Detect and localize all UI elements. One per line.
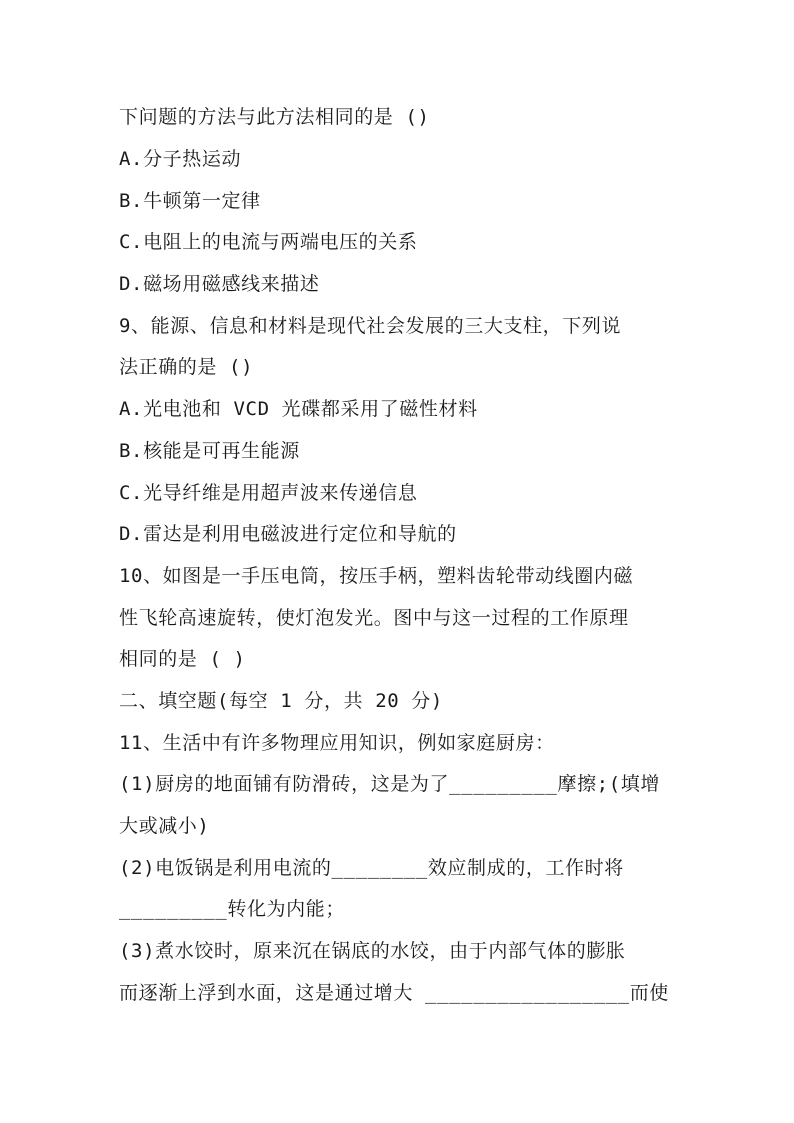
q11-part-3-continuation: 而逐渐上浮到水面，这是通过增大 _________________而使 — [119, 982, 669, 1004]
q8-option-c: C.电阻上的电流与两端电压的关系 — [119, 231, 418, 253]
question-8-continuation: 下问题的方法与此方法相同的是 () — [119, 106, 430, 128]
section-heading-fill-in: 二、填空题(每空 1 分，共 20 分) — [119, 690, 443, 712]
q11-part-3: (3)煮水饺时，原来沉在锅底的水饺，由于内部气体的膨胀 — [119, 940, 626, 962]
q11-part-1-continuation: 大或减小) — [119, 815, 210, 837]
question-10-stem-line-3: 相同的是 ( ) — [119, 648, 246, 670]
q9-option-b: B.核能是可再生能源 — [119, 440, 300, 462]
question-10-stem: 10、如图是一手压电筒，按压手柄，塑料齿轮带动线圈内磁 — [119, 565, 634, 587]
q9-option-c: C.光导纤维是用超声波来传递信息 — [119, 482, 418, 504]
question-11-stem: 11、生活中有许多物理应用知识，例如家庭厨房： — [119, 732, 555, 754]
question-10-stem-line-2: 性飞轮高速旋转，使灯泡发光。图中与这一过程的工作原理 — [119, 607, 629, 629]
q11-part-2-continuation: _________转化为内能； — [119, 898, 345, 920]
q11-part-2: (2)电饭锅是利用电流的________效应制成的，工作时将 — [119, 857, 624, 879]
q9-option-d: D.雷达是利用电磁波进行定位和导航的 — [119, 523, 457, 545]
question-9-stem-continuation: 法正确的是 () — [119, 356, 254, 378]
q8-option-b: B.牛顿第一定律 — [119, 190, 261, 212]
q8-option-d: D.磁场用磁感线来描述 — [119, 273, 320, 295]
q8-option-a: A.分子热运动 — [119, 148, 242, 170]
question-9-stem: 9、能源、信息和材料是现代社会发展的三大支柱，下列说 — [119, 315, 622, 337]
q9-option-a: A.光电池和 VCD 光碟都采用了磁性材料 — [119, 398, 478, 420]
q11-part-1: (1)厨房的地面铺有防滑砖，这是为了_________摩擦;(填增 — [119, 773, 660, 795]
